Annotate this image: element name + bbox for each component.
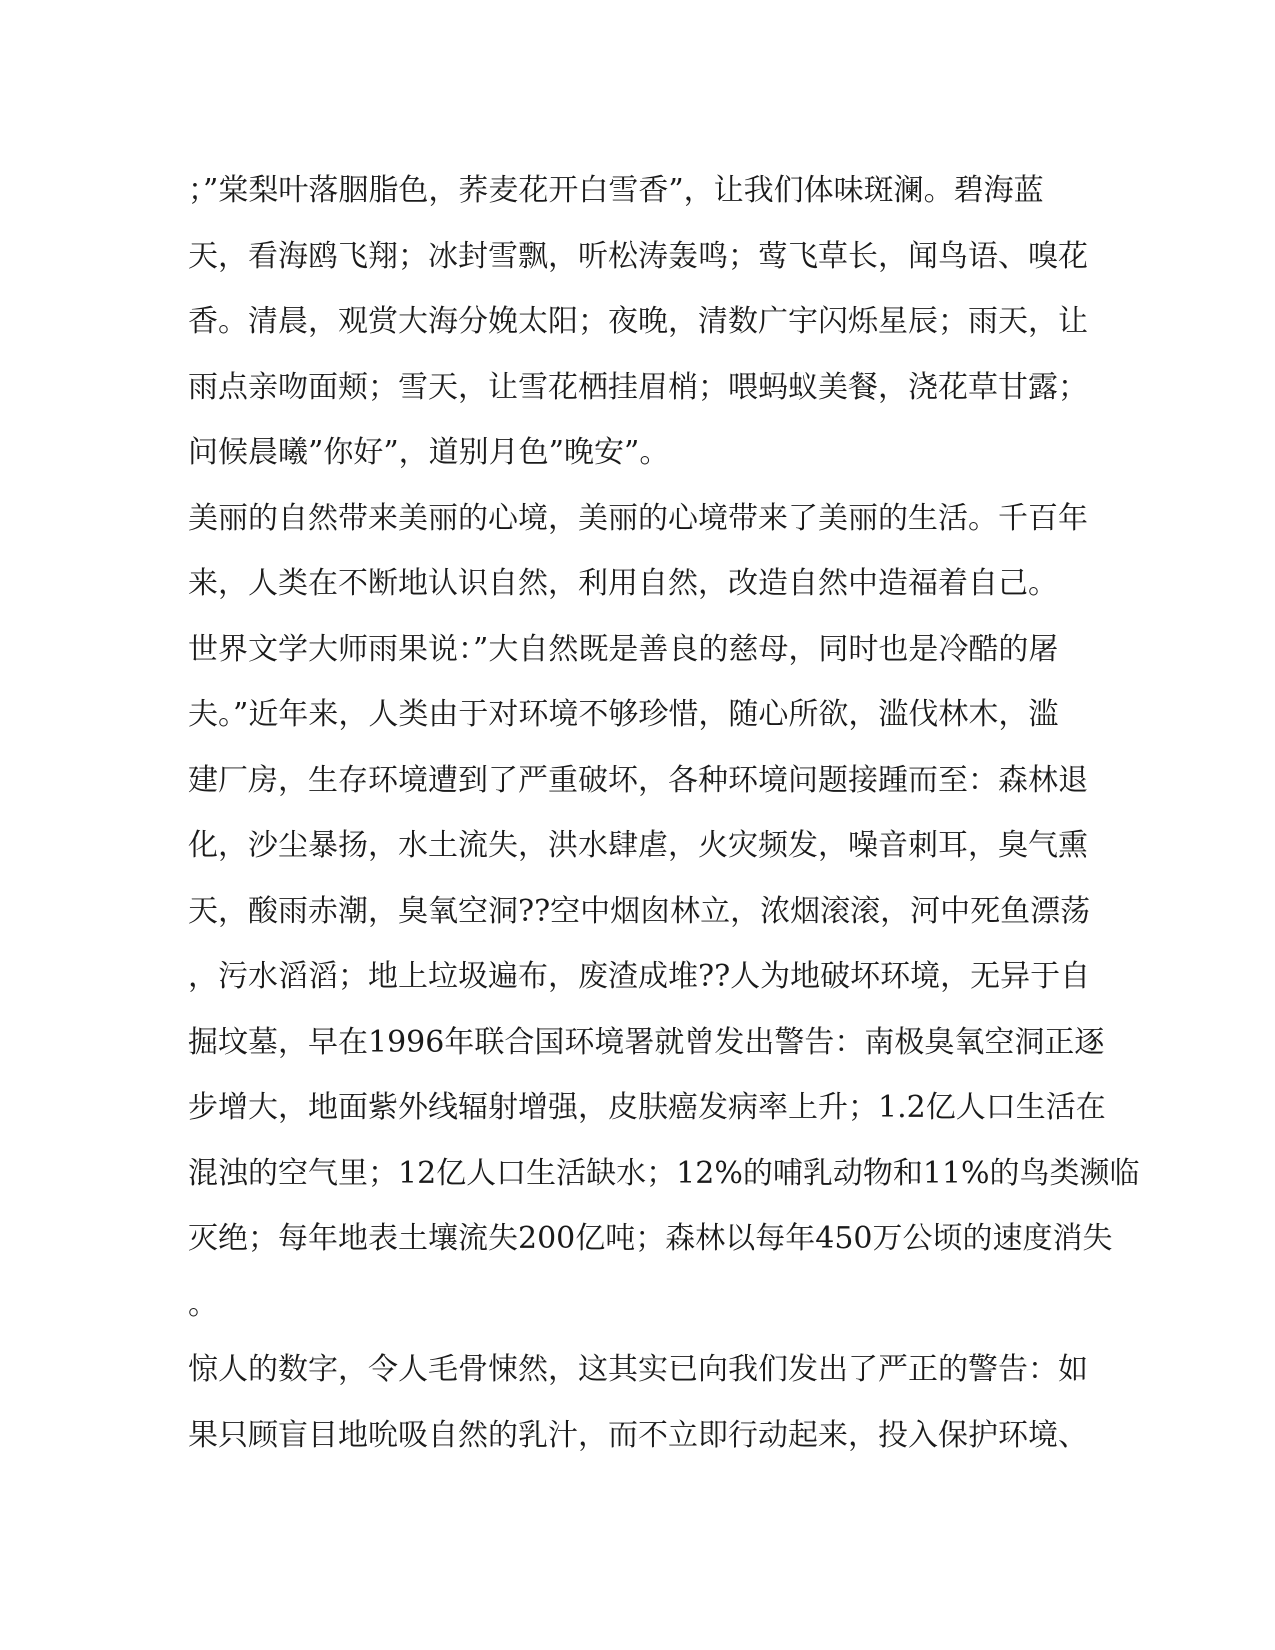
text-line: 混浊的空气里；12亿人口生活缺水；12%的哺乳动物和11%的鸟类濒临: [188, 1155, 1140, 1191]
text-line: 世界文学大师雨果说：”大自然既是善良的慈母，同时也是冷酷的屠: [188, 631, 1059, 667]
text-line: 来，人类在不断地认识自然，利用自然，改造自然中造福着自己。: [188, 566, 1058, 601]
text-line: 雨点亲吻面颊；雪天，让雪花栖挂眉梢；喂蚂蚁美餐，浇花草甘露；: [188, 369, 1088, 405]
text-line: 惊人的数字，令人毛骨悚然，这其实已向我们发出了严正的警告：如: [188, 1352, 1088, 1387]
text-line: 步增大，地面紫外线辐射增强，皮肤癌发病率上升；1.2亿人口生活在: [188, 1090, 1106, 1125]
body-text: [188, 158, 1140, 1468]
text-line: 建厂房，生存环境遭到了严重破坏，各种环境问题接踵而至：森林退: [188, 762, 1088, 798]
text-line: 夫。”近年来，人类由于对环境不够珍惜，随心所欲，滥伐林木，滥: [188, 697, 1059, 732]
text-line: 香。清晨，观赏大海分娩太阳；夜晚，清数广宇闪烁星辰；雨天，让: [188, 304, 1088, 339]
text-line: ，污水滔滔；地上垃圾遍布，废渣成堆??人为地破坏环境，无异于自: [188, 959, 1091, 994]
text-line: 美丽的自然带来美丽的心境，美丽的心境带来了美丽的生活。千百年: [188, 500, 1088, 536]
text-line: 化，沙尘暴扬，水土流失，洪水肆虐，火灾频发，噪音刺耳，臭气熏: [188, 828, 1088, 863]
text-line: 天，酸雨赤潮，臭氧空洞??空中烟囱林立，浓烟滚滚，河中死鱼漂荡: [188, 893, 1091, 929]
text-line: 灭绝；每年地表土壤流失200亿吨；森林以每年450万公顷的速度消失: [188, 1221, 1113, 1256]
text-line: 果只顾盲目地吮吸自然的乳汁，而不立即行动起来，投入保护环境、: [188, 1417, 1088, 1453]
text-line: ；”棠梨叶落胭脂色，荞麦花开白雪香”，让我们体味斑澜。碧海蓝: [188, 173, 1044, 208]
text-line: 天，看海鸥飞翔；冰封雪飘，听松涛轰鸣；莺飞草长，闻鸟语、嗅花: [188, 238, 1088, 274]
text-line: 问候晨曦”你好”，道别月色”晚安”。: [188, 435, 670, 470]
text-line: 。: [188, 1286, 218, 1322]
text-line: 掘坟墓，早在1996年联合国环境署就曾发出警告：南极臭氧空洞正逐: [188, 1024, 1105, 1060]
